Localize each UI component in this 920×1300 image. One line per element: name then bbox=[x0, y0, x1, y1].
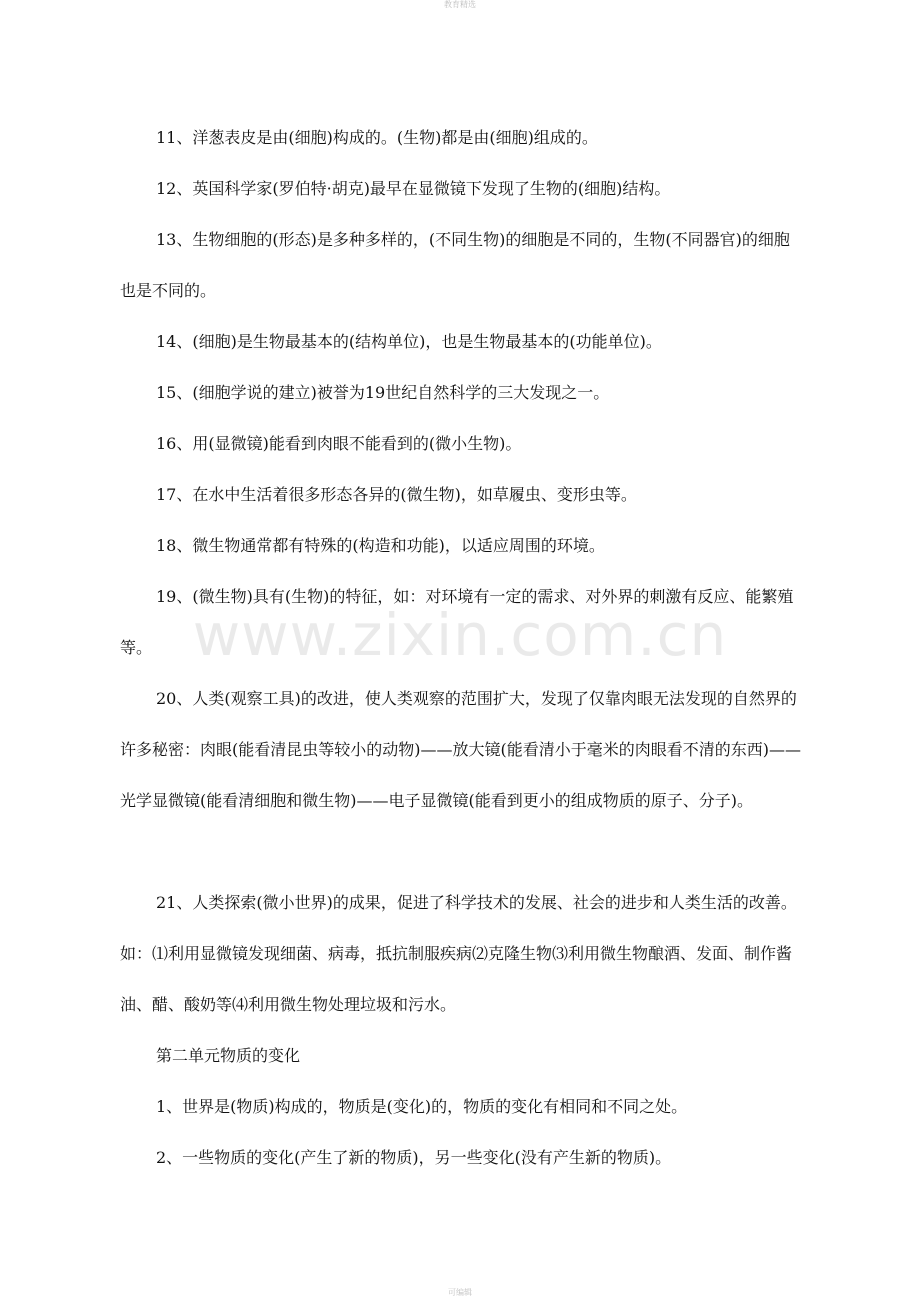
paragraph-14: 14、(细胞)是生物最基本的(结构单位)，也是生物最基本的(功能单位)。 bbox=[156, 332, 662, 351]
paragraph-19: 19、(微生物)具有(生物)的特征，如：对环境有一定的需求、对外界的刺激有反应、能繁殖等。 bbox=[120, 587, 794, 657]
section-item-2: 2、一些物质的变化(产生了新的物质)，另一些变化(没有产生新的物质)。 bbox=[156, 1148, 672, 1167]
paragraph-20: 20、人类(观察工具)的改进，使人类观察的范围扩大，发现了仅靠肉眼无法发现的自然界的许多秘密：肉眼(能看清昆虫等较小的动物)——放大镜(能看清小于毫米的肉眼看不清的东西)——光学显微镜(能看清细胞和微生物)——电子显微镜(能看到更小的组成物质的原子、分子)。 bbox=[120, 689, 801, 810]
paragraph-17: 17、在水中生活着很多形态各异的(微生物)，如草履虫、变形虫等。 bbox=[156, 485, 637, 504]
footer-watermark-text: 可编辑 bbox=[448, 1288, 472, 1297]
section-heading: 第二单元物质的变化 bbox=[156, 1046, 301, 1065]
paragraph-18: 18、微生物通常都有特殊的(构造和功能)，以适应周围的环境。 bbox=[156, 536, 605, 555]
paragraph-21: 21、人类探索(微小世界)的成果，促进了科学技术的发展、社会的进步和人类生活的改善。如：⑴利用显微镜发现细菌、病毒，抵抗制服疾病⑵克隆生物⑶利用微生物酿酒、发面、制作酱油、醋、酸奶等⑷利用微生物处理垃圾和污水。 bbox=[120, 893, 797, 1014]
paragraph-16: 16、用(显微镜)能看到肉眼不能看到的(微小生物)。 bbox=[156, 434, 522, 453]
paragraph-15: 15、(细胞学说的建立)被誉为19世纪自然科学的三大发现之一。 bbox=[156, 383, 610, 402]
paragraph-12: 12、英国科学家(罗伯特·胡克)最早在显微镜下发现了生物的(细胞)结构。 bbox=[156, 179, 671, 198]
paragraph-11: 11、洋葱表皮是由(细胞)构成的。(生物)都是由(细胞)组成的。 bbox=[156, 128, 598, 147]
header-watermark-text: 教育精选 bbox=[444, 0, 476, 9]
section-item-1: 1、世界是(物质)构成的，物质是(变化)的，物质的变化有相同和不同之处。 bbox=[156, 1097, 688, 1116]
paragraph-13: 13、生物细胞的(形态)是多种多样的，(不同生物)的细胞是不同的，生物(不同器官)的细胞也是不同的。 bbox=[120, 230, 790, 300]
site-watermark: www.zixin.com.cn bbox=[192, 601, 728, 669]
